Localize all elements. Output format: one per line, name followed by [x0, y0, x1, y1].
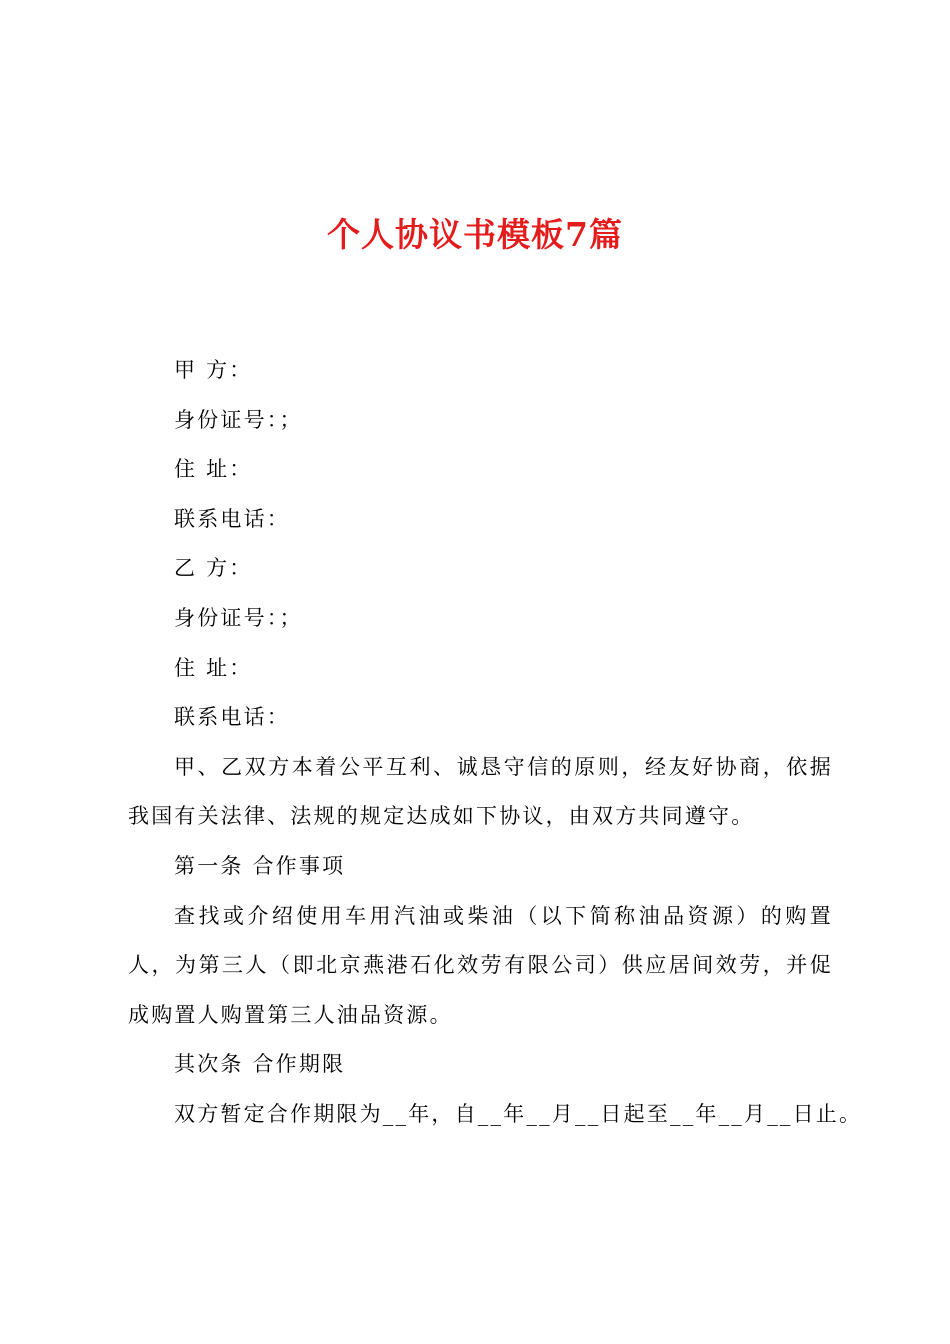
document-title: 个人协议书模板7篇 [327, 215, 623, 254]
party-b-address: 住 址： [174, 655, 253, 680]
article-1-heading: 第一条 合作事项 [174, 853, 346, 878]
party-a-name: 甲 方： [174, 358, 253, 382]
party-b-name: 乙 方： [174, 556, 253, 581]
party-a-phone: 联系电话： [174, 506, 290, 531]
preamble-paragraph: 甲、乙双方本着公平互利、诚恳守信的原则，经友好协商，依据我国有关法律、法规的规定达成如下协议，由双方共同遵守。 [128, 754, 833, 829]
party-a-address: 住 址： [174, 457, 253, 482]
article-1-text: 查找或介绍使用车用汽油或柴油（以下简称油品资源）的购置人，为第三人（即北京燕港石化效劳有限公司）供应居间效劳，并促成购置人购置第三人油品资源。 [128, 903, 833, 1027]
party-b-id: 身份证号：； [174, 605, 303, 630]
party-a-id: 身份证号：； [174, 407, 303, 432]
article-2-heading: 其次条 合作期限 [174, 1052, 346, 1077]
article-2-text: 双方暂定合作期限为__年，自__年__月__日起至__年__月__日止。 [174, 1101, 863, 1126]
document-body [128, 346, 863, 1140]
party-b-phone: 联系电话： [174, 705, 290, 730]
